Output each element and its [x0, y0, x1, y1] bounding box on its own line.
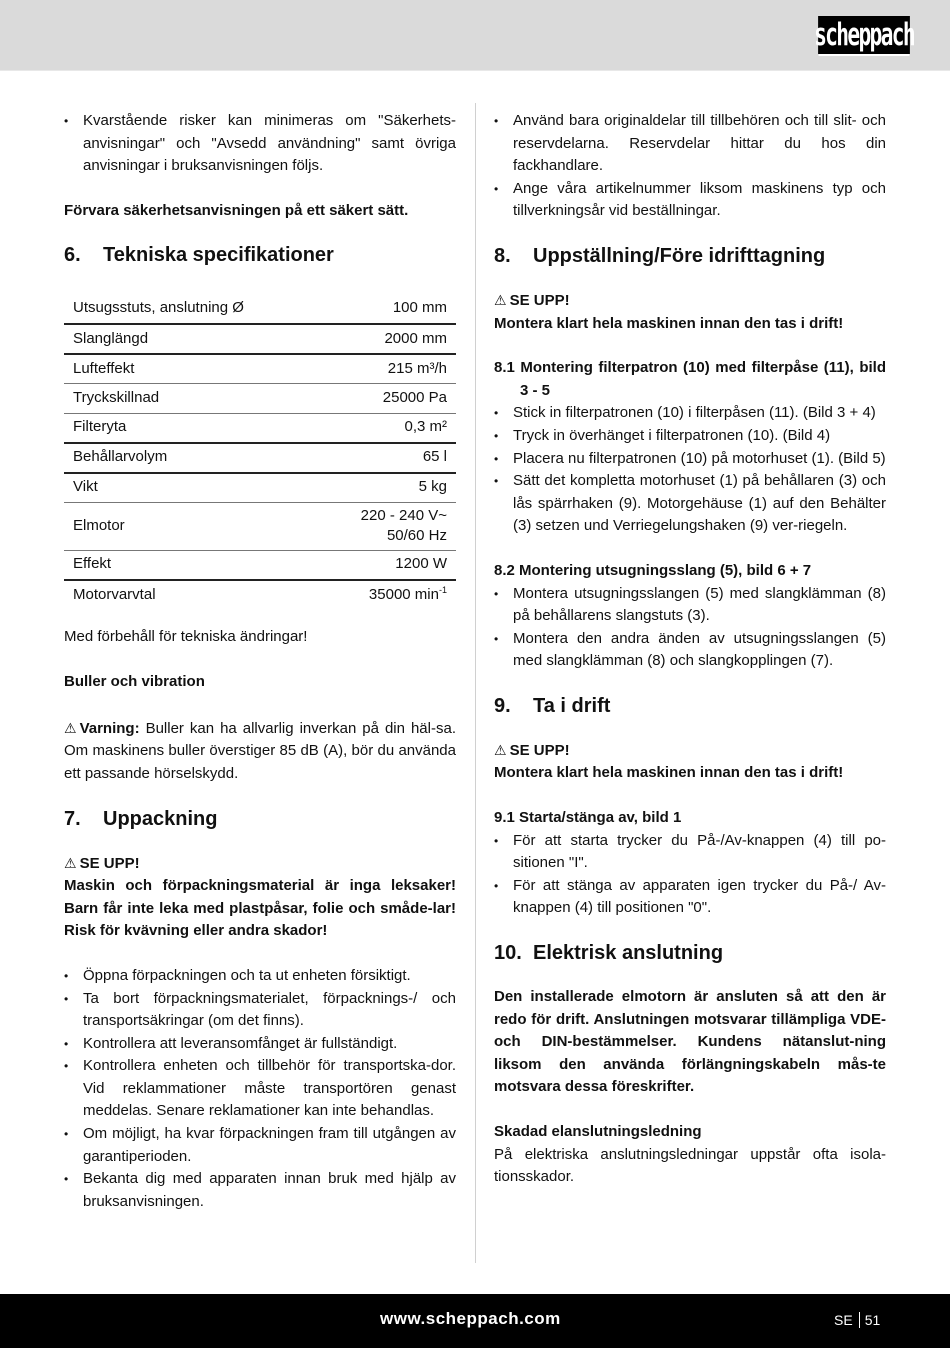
caution-heading: ⚠ SE UPP!: [494, 289, 886, 313]
list-item: • Ta bort förpackningsmaterialet, förpacknings-/ och transportsäkringar (om det finns).: [64, 988, 456, 1033]
list-item: • För att starta trycker du På-/Av-knappen (4) till po-sitionen "I".: [494, 830, 886, 875]
bullets-8-2: [494, 583, 886, 673]
noise-heading: Buller och vibration: [64, 673, 205, 691]
warning-icon: ⚠: [494, 291, 507, 308]
spec-row: Effekt 1200 W: [64, 550, 456, 580]
subsection-8-2-heading: 8.2 Montering utsugningsslang (5), bild 6 + 7: [494, 561, 812, 579]
section-10-heading: 10. Elektrisk anslutning: [494, 942, 724, 965]
spec-row: Lufteffekt 215 m³/h: [64, 354, 456, 384]
noise-warning: ⚠ Varning: Buller kan ha allvarlig inverkan på din häl-sa. Om maskinens buller överstiger 85 dB (A), bör du använda ett passande hörselskydd.: [64, 717, 456, 786]
caution-text: Montera klart hela maskinen innan den tas i drift!: [494, 314, 844, 332]
spec-table: [64, 294, 456, 609]
list-item: • Bekanta dig med apparaten innan bruk med hjälp av bruksanvisningen.: [64, 1168, 456, 1213]
page-header: [0, 0, 950, 71]
spec-row: Motorvarvtal 35000 $\min^{-1}$: [73, 584, 447, 603]
section-9-heading: 9. Ta i drift: [494, 694, 611, 717]
list-item: • Kontrollera att leveransomfånget är fullständigt.: [64, 1033, 456, 1056]
column-divider: [475, 103, 476, 1263]
caution-text: Maskin och förpackningsmaterial är inga leksaker! Barn får inte leka med plastpåsar, folie och småde-lar! Risk för kvävning eller andra skador!: [64, 877, 456, 940]
list-item: • Placera nu filterpatronen (10) på motorhuset (1). (Bild 5): [494, 448, 886, 471]
subsection-9-1-heading: 9.1 Starta/stänga av, bild 1: [494, 809, 682, 827]
spec-row: Tryckskillnad 25000 Pa: [64, 383, 456, 413]
caution-heading: ⚠ SE UPP!: [494, 739, 886, 763]
list-item: • Om möjligt, ha kvar förpackningen fram till utgången av garantiperioden.: [64, 1123, 456, 1168]
damaged-cable-text: På elektriska anslutningsledningar uppstår ofta isola-tionsskador.: [494, 1145, 886, 1186]
spec-row: Elmotor 220 - 240 V~ 50/60 Hz: [64, 502, 456, 550]
warning-icon: ⚠: [64, 854, 77, 871]
section-6-heading: 6. Tekniska specifikationer: [64, 244, 334, 267]
damaged-cable-heading: Skadad elanslutningsledning: [494, 1123, 702, 1140]
website-link[interactable]: www.scheppach.com: [380, 1309, 561, 1328]
list-item: • Stick in filterpatronen (10) i filterpåsen (11). (Bild 3 + 4): [494, 402, 886, 425]
list-item: • Öppna förpackningen och ta ut enheten försiktigt.: [64, 965, 456, 988]
spec-row: Filteryta 0,3 m²: [64, 413, 456, 443]
electrical-text: Den installerade elmotorn är ansluten så att den är redo för drift. Anslutningen motsvarar tillämpliga VDE- och DIN-bestämmelser. Kundens nätanslut-ning liksom den använda förlängningskabeln mås-te motsvara dessa föreskrifter.: [494, 988, 886, 1096]
spec-row: Slanglängd 2000 mm: [64, 324, 456, 354]
list-item: • För att stänga av apparaten igen trycker du På-/ Av-knappen (4) till positionen "0".: [494, 875, 886, 920]
list-item: • Använd bara originaldelar till tillbehören och till slit- och reservdelarna. Reservdelar hittar du hos din fackhandlare.: [494, 110, 886, 178]
page-indicator: SE 51: [834, 1312, 881, 1328]
bullets-8-1: [494, 402, 886, 538]
right-column: [494, 110, 886, 1189]
subsection-8-1-heading: 8.1 Montering filterpatron (10) med filterpåse (11), bild 3 - 5: [494, 359, 886, 399]
spec-row: Behållarvolym 65 l: [64, 443, 456, 473]
list-item: • Tryck in överhänget i filterpatronen (10). (Bild 4): [494, 425, 886, 448]
section-8-heading: 8. Uppställning/Före idrifttagning: [494, 244, 826, 267]
section-7-heading: 7. Uppackning: [64, 807, 218, 830]
list-item: • Montera den andra änden av utsugningsslangen (5) med slangklämman (8) och slangkopplingen (7).: [494, 628, 886, 673]
list-item: • Sätt det kompletta motorhuset (1) på behållaren (3) och lås spärrhaken (9). Motorgehäuse (1) auf den Behälter (3) setzen und Verriegelungshaken (9) ver-riegeln.: [494, 470, 886, 538]
list-item: • Montera utsugningsslangen (5) med slangklämman (8) på behållarens slangstuts (3).: [494, 583, 886, 628]
spec-row: Utsugsstuts, anslutning Ø 100 mm: [64, 294, 456, 324]
spec-row: Vikt 5 kg: [64, 473, 456, 503]
bullets-9-1: [494, 830, 886, 920]
left-column: [64, 110, 456, 1213]
intro-bullets: [64, 110, 456, 178]
separator: [859, 1312, 860, 1328]
list-item: • Kontrollera enheten och tillbehör för transportska-dor. Vid reklammationer måste transportören genast meddelas. Senare reklamationer kan inte behandlas.: [64, 1055, 456, 1123]
store-notice: Förvara säkerhetsanvisningen på ett säkert sätt.: [64, 201, 409, 219]
caution-text: Montera klart hela maskinen innan den tas i drift!: [494, 764, 844, 782]
warning-icon: ⚠: [494, 741, 507, 758]
warning-icon: ⚠: [64, 719, 77, 736]
caution-heading: ⚠ SE UPP!: [64, 852, 456, 876]
parts-bullets: [494, 110, 886, 223]
page-footer: [0, 1294, 950, 1348]
scheppach-logo: scheppach: [818, 16, 910, 56]
unpack-bullets: [64, 965, 456, 1214]
list-item: • Kvarstående risker kan minimeras om "Säkerhets-anvisningar" och "Avsedd användning" samt övriga anvisningar i bruksanvisningen följs.: [64, 110, 456, 178]
list-item: • Ange våra artikelnummer liksom maskinens typ och tillverkningsår vid beställningar.: [494, 178, 886, 223]
reservation-note: Med förbehåll för tekniska ändringar!: [64, 627, 308, 645]
